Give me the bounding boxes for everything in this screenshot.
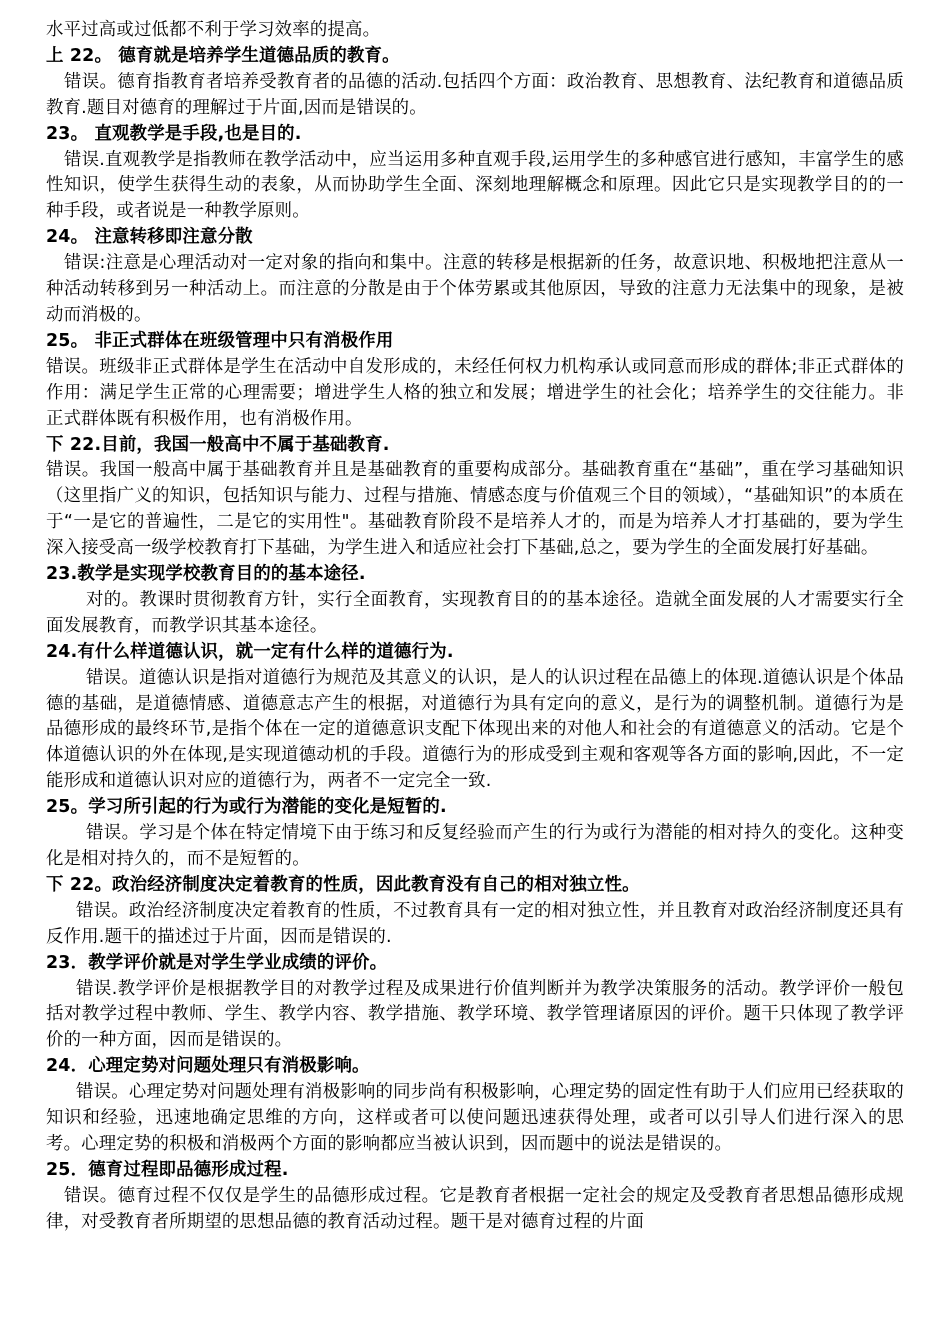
answer-paragraph: 错误。德育过程不仅仅是学生的品德形成过程。它是教育者根据一定社会的规定及受教育者思想品德形成规律，对受教育者所期望的思想品德的教育活动过程。题干是对德育过程的片面 — [46, 1185, 904, 1232]
answer-paragraph: 对的。教课时贯彻教育方针，实行全面教育，实现教育目的的基本途径。造就全面发展的人才需要实行全面发展教育，而教学识其基本途径。 — [46, 589, 904, 636]
answer-paragraph: 错误。学习是个体在特定情境下由于练习和反复经验而产生的行为或行为潜能的相对持久的变化。这种变化是相对持久的，而不是短暂的。 — [46, 823, 904, 869]
question-heading: 23．教学评价就是对学生学业成绩的评价。 — [46, 952, 388, 973]
question-heading: 上 22。 德育就是培养学生道德品质的教育。 — [46, 45, 400, 66]
question-heading: 23。 直观教学是手段,也是目的. — [46, 123, 302, 144]
answer-paragraph: 错误。班级非正式群体是学生在活动中自发形成的，未经任何权力机构承认或同意而形成的群体;非正式群体的作用：满足学生正常的心理需要；增进学生人格的独立和发展；增进学生的社会化；培养学生的交往能力。非正式群体既有积极作用，也有消极作用。 — [46, 356, 904, 429]
answer-paragraph: 错误.直观教学是指教师在教学活动中，应当运用多种直观手段,运用学生的多种感官进行感知，丰富学生的感性知识，使学生获得生动的表象，从而协助学生全面、深刻地理解概念和原理。因此它只是实现教学目的的一种手段，或者说是一种教学原则。 — [46, 149, 904, 222]
answer-paragraph: 错误。政治经济制度决定着教育的性质，不过教育具有一定的相对独立性，并且教育对政治经济制度还具有反作用.题干的描述过于片面，因而是错误的. — [46, 900, 904, 947]
answer-paragraph: 错误。心理定势对问题处理有消极影响的同步尚有积极影响，心理定势的固定性有助于人们应用已经获取的知识和经验，迅速地确定思维的方向，这样或者可以使问题迅速获得处理，或者可以引导人们进行深入的思考。心理定势的积极和消极两个方面的影响都应当被认识到，因而题中的说法是错误的。 — [46, 1082, 904, 1154]
question-heading: 24。 注意转移即注意分散 — [46, 227, 253, 248]
answer-paragraph: 错误。道德认识是指对道德行为规范及其意义的认识，是人的认识过程在品德上的体现.道德认识是个体品德的基础，是道德情感、道德意志产生的根据，对道德行为具有定向的意义，是行为的调整机制。道德行为是品德形成的最终环节,是指个体在一定的道德意识支配下体现出来的对他人和社会的有道德意义的活动。它是个体道德认识的外在体现,是实现道德动机的手段。道德行为的形成受到主观和客观等各方面的影响,因此，不一定能形成和道德认识对应的道德行为，两者不一定完全一致. — [46, 667, 904, 792]
paragraph-continuation: 水平过高或过低都不利于学习效率的提高。 — [46, 20, 381, 40]
question-heading: 25。学习所引起的行为或行为潜能的变化是短暂的. — [46, 797, 447, 818]
question-heading: 25．德育过程即品德形成过程. — [46, 1159, 289, 1180]
question-heading: 24.有什么样道德认识，就一定有什么样的道德行为. — [46, 641, 454, 662]
answer-paragraph: 错误。我国一般高中属于基础教育并且是基础教育的重要构成部分。基础教育重在“基础”，重在学习基础知识（这里指广义的知识，包括知识与能力、过程与措施、情感态度与价值观三个目的领域），“基础知识”的本质在于“一是它的普遍性，二是它的实用性"。基础教育阶段不是培养人才的，而是为培养人才打基础的，要为学生深入接受高一级学校教育打下基础，为学生进入和适应社会打下基础,总之，要为学生的全面发展打好基础。 — [46, 460, 904, 559]
answer-paragraph: 错误。德育指教育者培养受教育者的品德的活动.包括四个方面：政治教育、思想教育、法纪教育和道德品质教育.题目对德育的理解过于片面,因而是错误的。 — [46, 71, 904, 118]
question-heading: 下 22。政治经济制度决定着教育的性质，因此教育没有自己的相对独立性。 — [46, 874, 640, 895]
question-heading: 下 22.目前，我国一般高中不属于基础教育. — [46, 434, 390, 455]
answer-paragraph: 错误.教学评价是根据教学目的对教学过程及成果进行价值判断并为教学决策服务的活动。教学评价一般包括对教学过程中教师、学生、教学内容、教学措施、教学环境、教学管理诸原因的评价。题干只体现了教学评价的一种方面，因而是错误的。 — [46, 978, 904, 1051]
question-heading: 23.教学是实现学校教育目的的基本途径. — [46, 564, 366, 585]
question-heading: 24．心理定势对问题处理只有消极影响。 — [46, 1056, 370, 1077]
question-heading: 25。 非正式群体在班级管理中只有消极作用 — [46, 330, 394, 351]
answer-paragraph: 错误:注意是心理活动对一定对象的指向和集中。注意的转移是根据新的任务，故意识地、积极地把注意从一种活动转移到另一种活动上。而注意的分散是由于个体劳累或其他原因，导致的注意力无法集中的现象，是被动而消极的。 — [46, 253, 904, 325]
document-page — [46, 18, 904, 1236]
